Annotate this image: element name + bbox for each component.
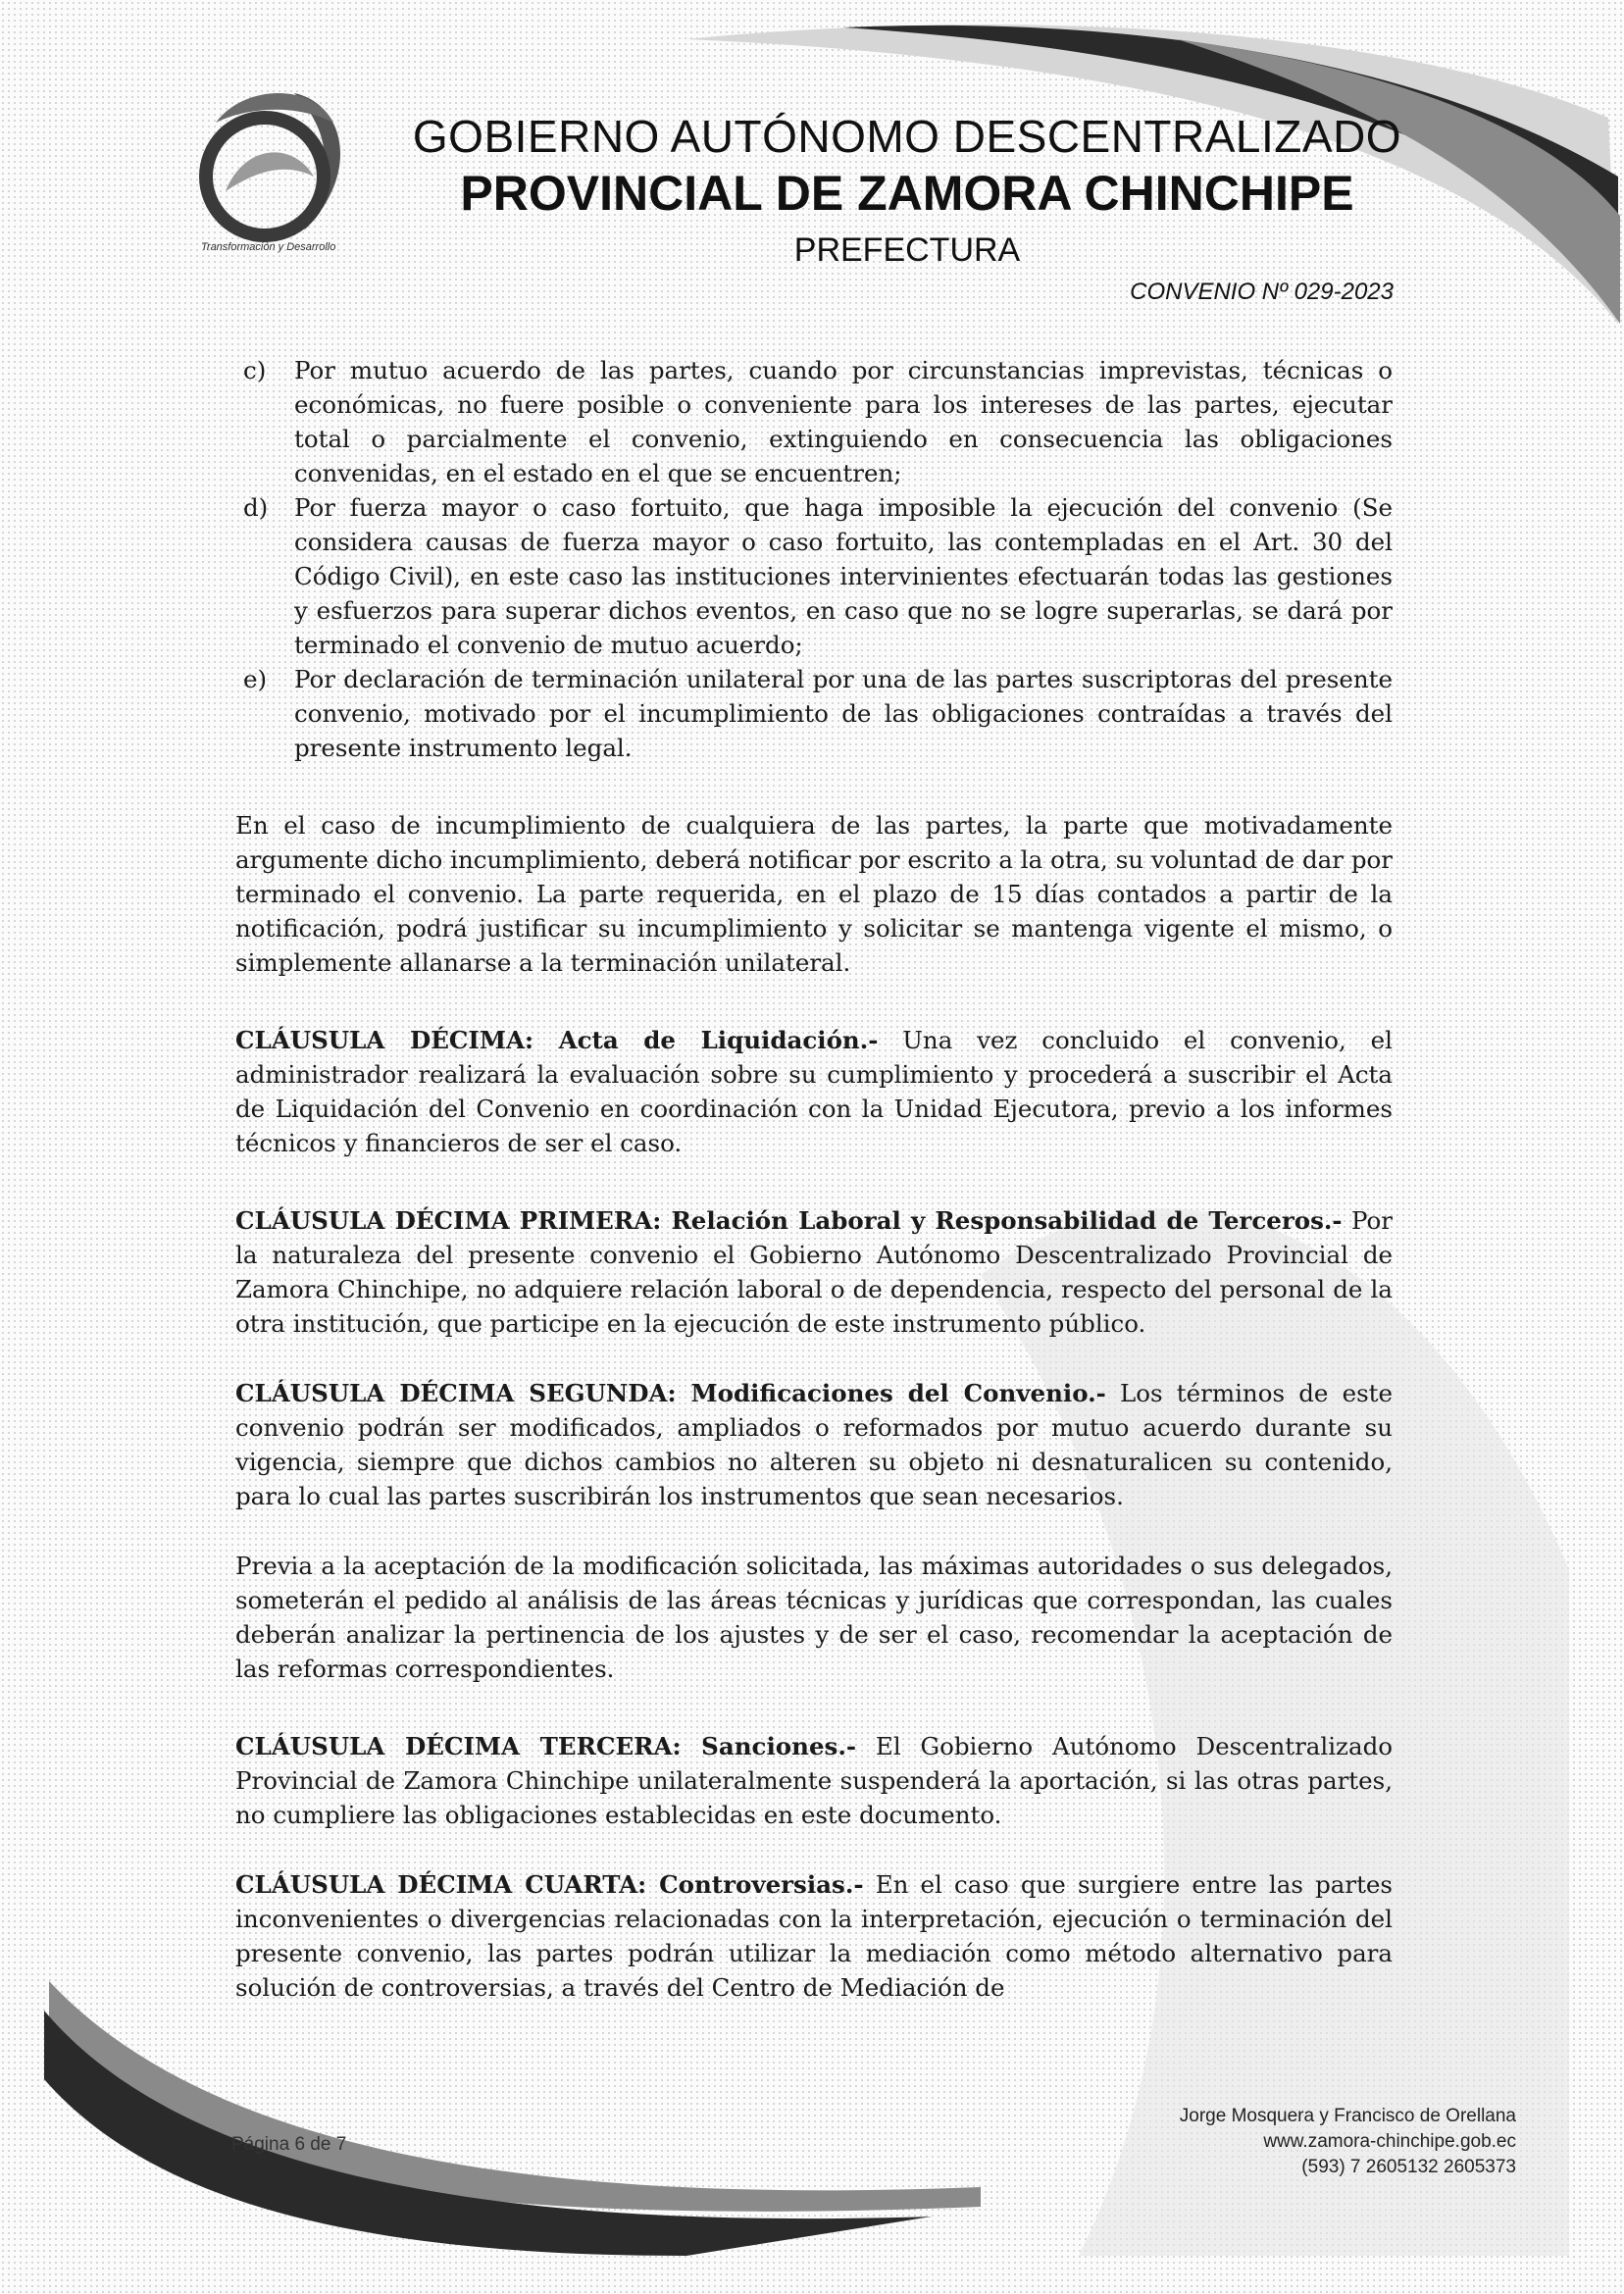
- document-body: [235, 353, 1393, 2005]
- clause-text: El Gobierno Autónomo Descentralizado Provincial de Zamora Chinchipe unilateralmente suspenderá la aportación, si las otras partes, no cumpliere las obligaciones establecidas en este documento.: [235, 1732, 1394, 1829]
- clause-decima-cuarta: [235, 1867, 1393, 2005]
- organization-name-line2: PROVINCIAL DE ZAMORA CHINCHIPE: [460, 166, 1354, 221]
- list-item-letter: d): [243, 493, 269, 522]
- list-item-text: Por mutuo acuerdo de las partes, cuando por circunstancias imprevistas, técnicas o económicas, no fuere posible o conveniente para los intereses de las partes, ejecutar total o parcialmente el convenio, extinguiendo en consecuencia las obligaciones convenidas, en el estado en el que se encuentren;: [294, 356, 1393, 487]
- organization-prefectura: PREFECTURA: [793, 231, 1021, 269]
- footer-website: www.zamora-chinchipe.gob.ec: [1263, 2131, 1516, 2152]
- paragraph-incumplimiento: En el caso de incumplimiento de cualquiera de las partes, la parte que motivadamente argumente dicho incumplimiento, deberá notificar por escrito a la otra, su voluntad de dar por terminado el convenio. La parte requerida, en el plazo de 15 días contados a partir de la notificación, podrá justificar su incumplimiento y solicitar se mantenga vigente el mismo, o simplemente allanarse a la terminación unilateral.: [235, 811, 1393, 977]
- clause-decima-primera: [235, 1203, 1393, 1341]
- clause-text: En el caso que surgiere entre las partes inconvenientes o divergencias relacionadas con la interpretación, ejecución o terminación del presente convenio, las partes podrán utilizar la mediación como método alternativo para solución de controversias, a través del Centro de Mediación de: [235, 1870, 1393, 2002]
- clause-title: CLÁUSULA DÉCIMA: Acta de Liquidación.-: [235, 1026, 879, 1054]
- logo-circle: [206, 118, 324, 235]
- list-item: [235, 662, 1393, 765]
- page-number: Página 6 de 7: [231, 2134, 347, 2155]
- convenio-number: CONVENIO Nº 029-2023: [1130, 279, 1394, 305]
- footer-contact: [1180, 2104, 1516, 2180]
- footer-phone: (593) 7 2605132 2605373: [1301, 2157, 1516, 2177]
- clause-decima: [235, 1023, 1393, 1160]
- bottom-swoosh-dark: [44, 2011, 932, 2256]
- clause-text: Por la naturaleza del presente convenio el Gobierno Autónomo Descentralizado Provincial de Zamora Chinchipe, no adquiere relación laboral o de dependencia, respecto del personal de la otra institución, que participe en la ejecución de este instrumento público.: [235, 1206, 1394, 1338]
- logo-inner-swirl: [226, 152, 314, 191]
- paragraph-previa: Previa a la aceptación de la modificación solicitada, las máximas autoridades o sus delegados, someterán el pedido al análisis de las áreas técnicas y jurídicas que correspondan, las cuales deberán analizar la pertinencia de los ajustes y de ser el caso, recomendar la aceptación de las reformas correspondientes.: [235, 1552, 1393, 1683]
- clause-title: CLÁUSULA DÉCIMA SEGUNDA: Modificaciones del Convenio.-: [235, 1379, 1106, 1407]
- list-item: [235, 353, 1393, 490]
- clause-text: Los términos de este convenio podrán ser modificados, ampliados o reformados por mutuo acuerdo durante su vigencia, siempre que dichos cambios no alteren su objeto ni desnaturalicen su contenido, para lo cual las partes suscribirán los instrumentos que sean necesarios.: [235, 1379, 1393, 1510]
- list-item-letter: c): [243, 356, 267, 384]
- termination-causes-list: [235, 353, 1393, 765]
- logo-caption: Transformación y Desarrollo: [201, 241, 336, 253]
- clause-decima-segunda: [235, 1376, 1393, 1513]
- footer-address: Jorge Mosquera y Francisco de Orellana: [1179, 2106, 1516, 2126]
- clause-title: CLÁUSULA DÉCIMA CUARTA: Controversias.-: [235, 1870, 864, 1899]
- organization-name-line1: GOBIERNO AUTÓNOMO DESCENTRALIZADO: [412, 111, 1402, 162]
- clause-decima-tercera: [235, 1729, 1393, 1832]
- clause-title: CLÁUSULA DÉCIMA PRIMERA: Relación Laboral y Responsabilidad de Terceros.-: [235, 1206, 1343, 1235]
- list-item-text: Por fuerza mayor o caso fortuito, que haga imposible la ejecución del convenio (Se considera causas de fuerza mayor o caso fortuito, las contempladas en el Art. 30 del Código Civil), en este caso las instituciones intervinientes efectuarán todas las gestiones y esfuerzos para superar dichos eventos, en caso que no se logre superarlas, se dará por terminado el convenio de mutuo acuerdo;: [294, 493, 1393, 659]
- list-item: [235, 490, 1393, 662]
- clause-text: Una vez concluido el convenio, el administrador realizará la evaluación sobre su cumplimiento y procederá a suscribir el Acta de Liquidación del Convenio en coordinación con la Unidad Ejecutora, previo a los informes técnicos y financieros de ser el caso.: [235, 1026, 1393, 1157]
- list-item-letter: e): [243, 665, 268, 693]
- clause-title: CLÁUSULA DÉCIMA TERCERA: Sanciones.-: [235, 1732, 857, 1760]
- list-item-text: Por declaración de terminación unilateral por una de las partes suscriptoras del presente convenio, motivado por el incumplimiento de las obligaciones contraídas a través del presente instrumento legal.: [294, 665, 1393, 762]
